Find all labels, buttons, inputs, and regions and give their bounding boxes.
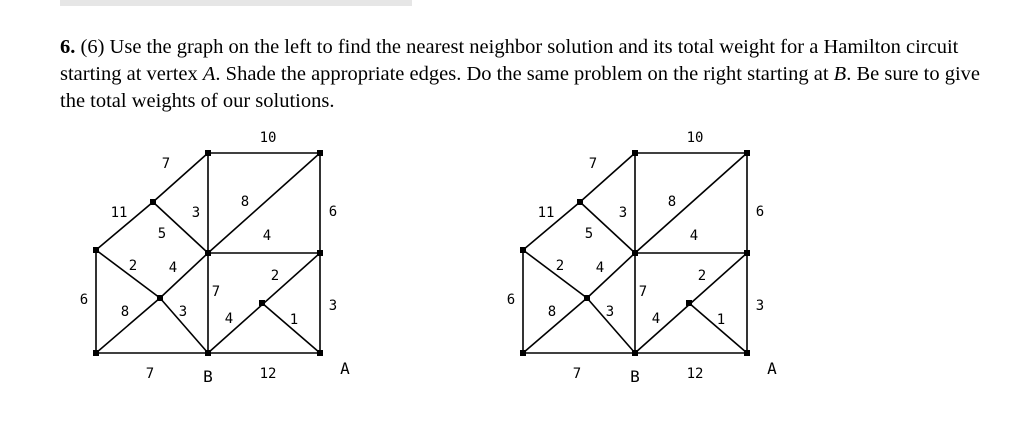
weight-inner-5: 5 xyxy=(584,226,594,242)
vertex xyxy=(632,250,638,256)
vertex-b xyxy=(205,350,211,356)
vertex-label-a: A xyxy=(767,359,777,378)
weight-bottom-right: 12 xyxy=(259,366,277,382)
problem-text-1: Use the graph on the left to find the nearest neighbor solution and its total weight for a Hamilton circuit starting at vertex xyxy=(60,36,959,85)
start-vertex-right: B xyxy=(833,63,847,85)
vertex xyxy=(157,295,163,301)
weight-inner-3-lower: 3 xyxy=(605,304,615,320)
vertex xyxy=(520,247,526,253)
weight-inner-4-lower: 4 xyxy=(651,311,661,327)
weight-top: 10 xyxy=(686,130,704,146)
graph-left xyxy=(75,120,375,400)
weight-right-upper: 6 xyxy=(755,204,765,220)
weight-big-diag-8: 8 xyxy=(667,194,677,210)
problem-number: 6. xyxy=(60,36,76,58)
vertex xyxy=(205,250,211,256)
weight-inner-3-upper: 3 xyxy=(618,205,628,221)
weight-left-top-diag: 11 xyxy=(110,205,128,221)
problem-text-2: . Shade the appropriate edges. Do the same problem on the right starting at xyxy=(215,63,834,85)
problem-statement xyxy=(60,34,990,115)
start-vertex-left: A xyxy=(202,63,216,85)
edge-inner-4 xyxy=(160,253,208,298)
weight-bottom-right: 12 xyxy=(686,366,704,382)
weight-left-side: 6 xyxy=(506,292,516,308)
problem-text-3: . Be sure to give the total weights of our solutions. xyxy=(60,63,980,112)
weight-top: 10 xyxy=(259,130,277,146)
problem-points: (6) xyxy=(80,36,105,58)
vertex xyxy=(744,150,750,156)
edge-inner-4 xyxy=(587,253,635,298)
vertex xyxy=(317,250,323,256)
weight-inner-1: 1 xyxy=(289,312,299,328)
vertex xyxy=(317,150,323,156)
vertex xyxy=(259,300,265,306)
weight-inner-2-left: 2 xyxy=(128,258,138,274)
weight-right-lower: 3 xyxy=(755,298,765,314)
weight-right-lower: 3 xyxy=(328,298,338,314)
weight-upper-left-diag: 7 xyxy=(161,156,171,172)
vertex-b xyxy=(632,350,638,356)
vertex xyxy=(577,199,583,205)
vertex xyxy=(150,199,156,205)
weight-middle-4: 4 xyxy=(689,228,699,244)
vertex xyxy=(632,150,638,156)
vertex xyxy=(520,350,526,356)
weight-left-side: 6 xyxy=(79,292,89,308)
weight-upper-left-diag: 7 xyxy=(588,156,598,172)
weight-inner-3-lower: 3 xyxy=(178,304,188,320)
weight-middle-4: 4 xyxy=(262,228,272,244)
weight-inner-2-right: 2 xyxy=(270,268,280,284)
vertex-label-a: A xyxy=(340,359,350,378)
vertex-label-b: B xyxy=(203,367,213,386)
weight-left-top-diag: 11 xyxy=(537,205,555,221)
weight-big-diag-8: 8 xyxy=(240,194,250,210)
weight-right-upper: 6 xyxy=(328,204,338,220)
weight-inner-4-left: 4 xyxy=(595,260,605,276)
weight-center-7: 7 xyxy=(211,284,221,300)
weight-inner-8: 8 xyxy=(120,304,130,320)
vertex xyxy=(93,350,99,356)
weight-bottom-left: 7 xyxy=(145,366,155,382)
graph-right xyxy=(502,120,802,400)
weight-center-7: 7 xyxy=(638,284,648,300)
weight-inner-2-left: 2 xyxy=(555,258,565,274)
edge-inner-1 xyxy=(262,303,320,353)
vertex xyxy=(744,250,750,256)
vertex xyxy=(93,247,99,253)
vertex xyxy=(205,150,211,156)
weight-inner-8: 8 xyxy=(547,304,557,320)
vertex-label-b: B xyxy=(630,367,640,386)
weight-inner-4-left: 4 xyxy=(168,260,178,276)
vertex xyxy=(584,295,590,301)
weight-inner-5: 5 xyxy=(157,226,167,242)
weight-inner-3-upper: 3 xyxy=(191,205,201,221)
top-scroll-bar xyxy=(60,0,412,6)
weight-inner-4-lower: 4 xyxy=(224,311,234,327)
weight-bottom-left: 7 xyxy=(572,366,582,382)
edge-inner-1 xyxy=(689,303,747,353)
vertex-a xyxy=(744,350,750,356)
vertex xyxy=(686,300,692,306)
weight-inner-1: 1 xyxy=(716,312,726,328)
weight-inner-2-right: 2 xyxy=(697,268,707,284)
vertex-a xyxy=(317,350,323,356)
